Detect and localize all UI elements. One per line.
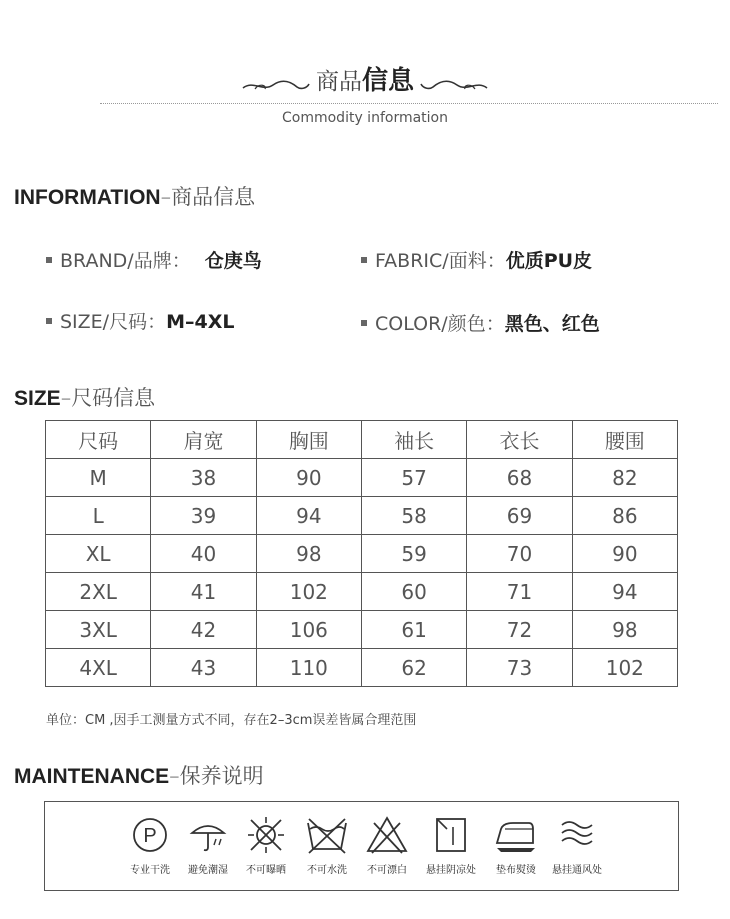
care-item-hang-shade	[419, 815, 483, 876]
care-label: 悬挂通风处	[552, 865, 602, 876]
care-label: 不可水洗	[307, 865, 347, 876]
column-header: 腰围	[572, 421, 677, 459]
table-cell: 68	[467, 459, 572, 497]
table-cell: 69	[467, 497, 572, 535]
maintenance-heading-en: MAINTENANCE	[14, 765, 170, 788]
page-header	[0, 60, 730, 102]
table-cell: 90	[572, 535, 677, 573]
table-cell: 90	[256, 459, 361, 497]
info-label: BRAND/品牌：	[60, 250, 191, 272]
column-header: 袖长	[361, 421, 466, 459]
table-cell: 71	[467, 573, 572, 611]
table-cell: 59	[361, 535, 466, 573]
column-header: 胸围	[256, 421, 361, 459]
table-cell: 42	[151, 611, 256, 649]
table-cell: 106	[256, 611, 361, 649]
care-instructions-box	[44, 801, 679, 891]
table-cell: 82	[572, 459, 677, 497]
table-row	[46, 497, 678, 535]
iron-with-cloth-icon	[493, 815, 539, 855]
info-label: COLOR/颜色：	[375, 313, 505, 335]
info-label: FABRIC/面料：	[375, 250, 506, 272]
table-cell: 41	[151, 573, 256, 611]
maintenance-heading-cn: –保养说明	[169, 764, 264, 788]
maintenance-heading	[14, 760, 264, 790]
hang-dry-shade-icon	[431, 815, 471, 855]
table-cell: 38	[151, 459, 256, 497]
info-item-color	[361, 309, 600, 336]
care-label: 避免潮湿	[188, 865, 228, 876]
information-heading-en: INFORMATION	[14, 186, 161, 209]
table-cell: 86	[572, 497, 677, 535]
no-bleach-icon	[365, 815, 409, 855]
table-row	[46, 611, 678, 649]
info-value: 仓庚鸟	[204, 250, 262, 272]
table-row	[46, 535, 678, 573]
care-label: 悬挂阴凉处	[426, 865, 476, 876]
care-item-hang-ventilated	[545, 815, 609, 876]
size-heading	[14, 382, 155, 412]
table-cell: 57	[361, 459, 466, 497]
table-row	[46, 649, 678, 687]
care-item-dry-clean	[118, 815, 182, 876]
table-cell: 73	[467, 649, 572, 687]
header-title-thin: 商品	[315, 69, 362, 95]
table-cell: 3XL	[46, 611, 151, 649]
column-header: 肩宽	[151, 421, 256, 459]
care-label: 垫布熨烫	[496, 865, 536, 876]
table-cell: 43	[151, 649, 256, 687]
care-item-avoid-humidity	[176, 815, 240, 876]
information-heading	[14, 181, 255, 211]
table-cell: 94	[572, 573, 677, 611]
bullet-icon	[361, 257, 367, 263]
column-header: 尺码	[46, 421, 151, 459]
size-heading-cn: –尺码信息	[60, 386, 156, 410]
table-cell: 61	[361, 611, 466, 649]
bullet-icon	[46, 318, 52, 324]
info-value: 优质PU皮	[505, 250, 593, 272]
table-cell: 60	[361, 573, 466, 611]
care-item-no-sun	[234, 815, 298, 876]
measurement-note: 单位：CM ,因手工测量方式不同，存在2–3cm误差皆属合理范围	[46, 713, 417, 728]
care-item-no-bleach	[355, 815, 419, 876]
avoid-humidity-icon	[188, 815, 228, 855]
header-subtitle: Commodity information	[282, 110, 448, 126]
no-water-wash-icon	[305, 815, 349, 855]
care-item-iron-with-cloth	[484, 815, 548, 876]
care-label: 不可曝晒	[246, 865, 286, 876]
table-cell: 94	[256, 497, 361, 535]
table-row	[46, 459, 678, 497]
table-cell: 72	[467, 611, 572, 649]
info-item-fabric	[361, 246, 592, 273]
care-label: 专业干洗	[130, 865, 170, 876]
left-swirl-ornament-icon	[241, 76, 311, 94]
size-table-header-row	[46, 421, 678, 459]
table-cell: XL	[46, 535, 151, 573]
table-cell: 2XL	[46, 573, 151, 611]
table-cell: 98	[256, 535, 361, 573]
table-cell: 58	[361, 497, 466, 535]
table-cell: 39	[151, 497, 256, 535]
table-cell: 70	[467, 535, 572, 573]
table-cell: 102	[256, 573, 361, 611]
svg-text:P: P	[143, 825, 157, 847]
size-table	[45, 420, 678, 687]
info-item-size	[46, 307, 234, 334]
care-item-no-water-wash	[295, 815, 359, 876]
header-title-bold: 信息	[361, 66, 414, 96]
bullet-icon	[46, 257, 52, 263]
table-cell: 40	[151, 535, 256, 573]
size-heading-en: SIZE	[14, 387, 61, 410]
table-cell: 62	[361, 649, 466, 687]
table-cell: 110	[256, 649, 361, 687]
table-cell: 102	[572, 649, 677, 687]
bullet-icon	[361, 320, 367, 326]
professional-dry-clean-icon	[130, 815, 170, 855]
table-cell: 4XL	[46, 649, 151, 687]
no-sun-exposure-icon	[246, 815, 286, 855]
column-header: 衣长	[467, 421, 572, 459]
table-row	[46, 573, 678, 611]
information-heading-cn: –商品信息	[160, 185, 256, 209]
info-item-brand	[46, 246, 262, 273]
care-label: 不可漂白	[367, 865, 407, 876]
info-value: 黑色、红色	[504, 313, 600, 335]
right-swirl-ornament-icon	[419, 76, 489, 94]
hang-ventilated-icon	[557, 815, 597, 855]
table-cell: 98	[572, 611, 677, 649]
info-value: M–4XL	[166, 311, 235, 333]
info-label: SIZE/尺码：	[60, 311, 167, 333]
header-divider	[100, 103, 718, 104]
table-cell: L	[46, 497, 151, 535]
table-cell: M	[46, 459, 151, 497]
